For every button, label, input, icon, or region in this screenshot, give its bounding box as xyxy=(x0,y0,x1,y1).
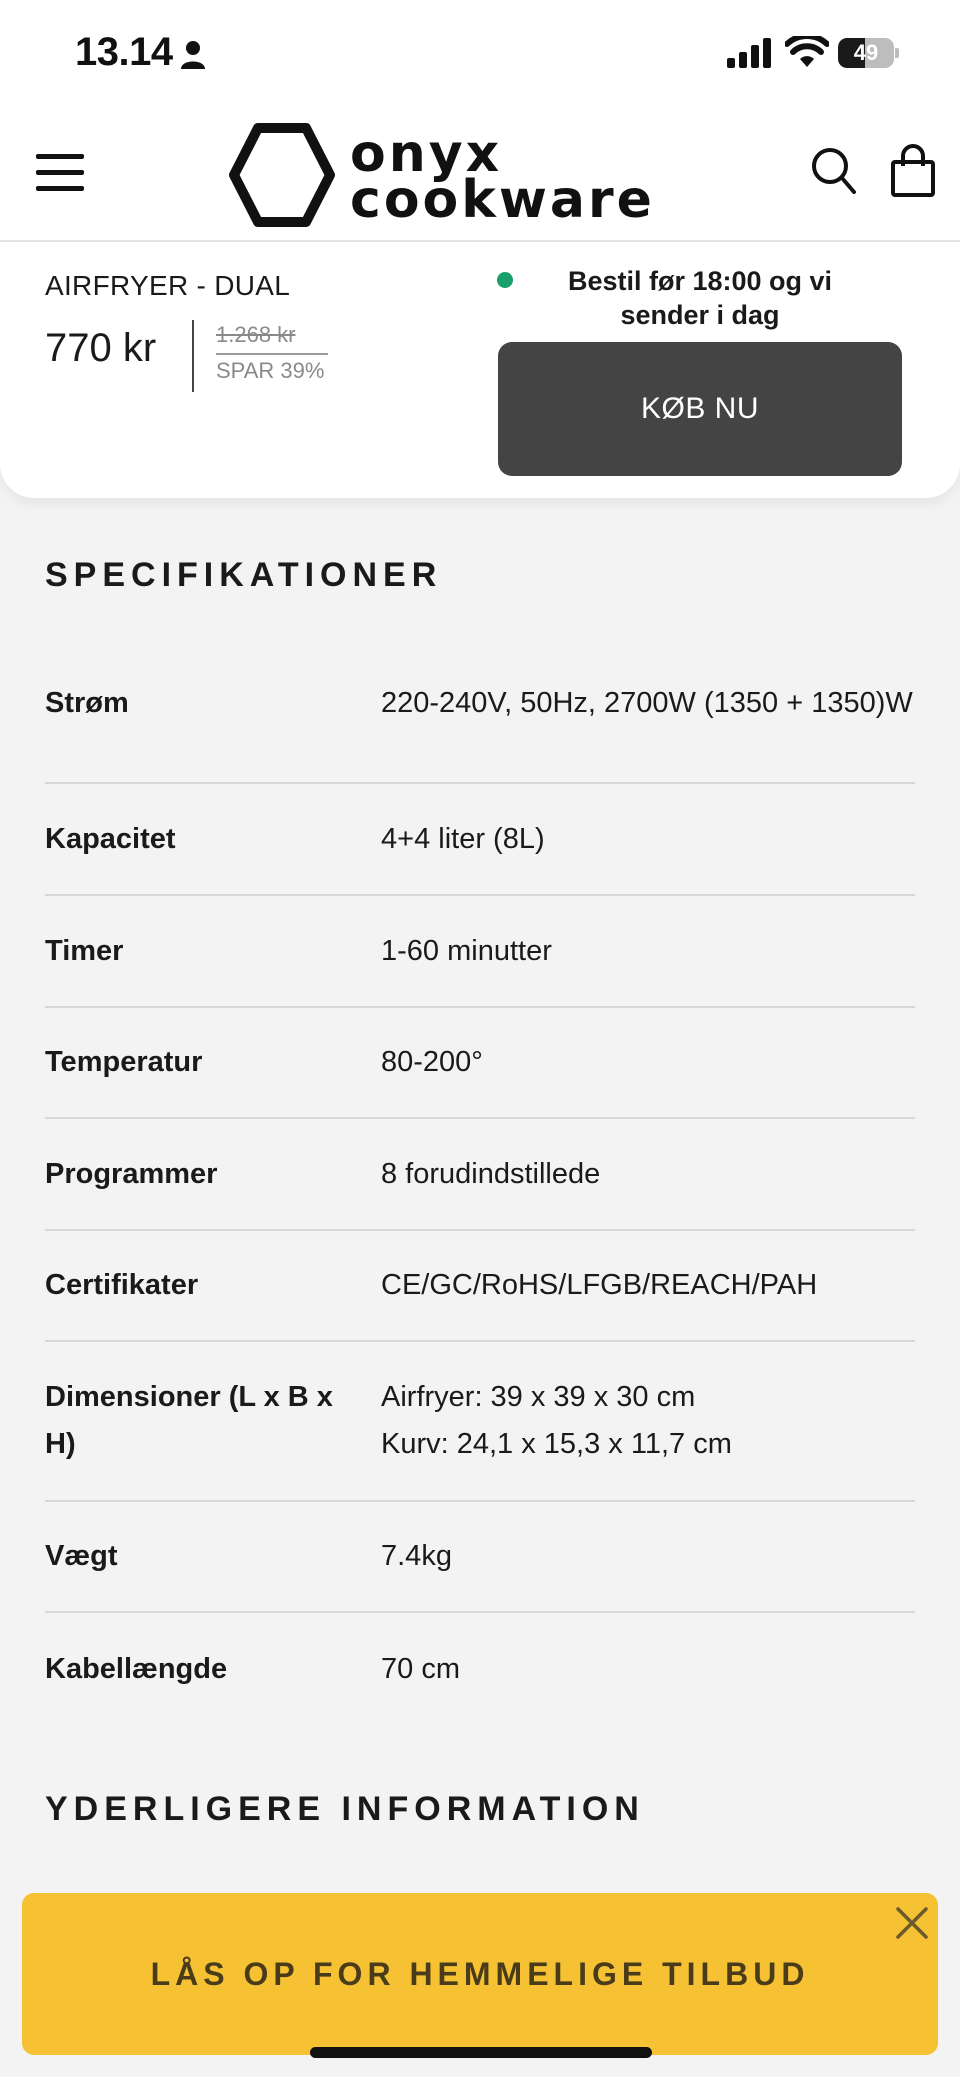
menu-button[interactable] xyxy=(36,150,86,194)
spec-value: 4+4 liter (8L) xyxy=(381,822,545,855)
spec-row xyxy=(45,896,915,1008)
hexagon-logo-icon xyxy=(228,122,336,228)
spec-value: 1-60 minutter xyxy=(381,934,552,967)
discount-label: SPAR 39% xyxy=(216,358,325,383)
battery-icon xyxy=(838,38,898,68)
specifications-table xyxy=(45,624,915,1725)
close-icon[interactable] xyxy=(894,1905,930,1941)
spec-row xyxy=(45,784,915,896)
shopping-bag-icon[interactable] xyxy=(890,144,936,198)
spec-value: 8 forudindstillede xyxy=(381,1157,601,1190)
spec-label: Dimensioner (L x B x H) xyxy=(45,1381,333,1460)
spec-value xyxy=(381,1374,915,1468)
spec-label: Strøm xyxy=(45,686,129,719)
spec-label: Kapacitet xyxy=(45,822,176,855)
home-indicator[interactable] xyxy=(310,2047,652,2058)
spec-value: 80-200° xyxy=(381,1046,483,1078)
promo-banner[interactable] xyxy=(22,1893,938,2055)
old-price: 1.268 kr xyxy=(216,322,296,347)
price-divider xyxy=(192,320,194,392)
logo-word-cookware: cookware xyxy=(350,170,655,230)
spec-value-line: Airfryer: 39 x 39 x 30 cm xyxy=(381,1381,696,1413)
buy-now-button[interactable]: KØB NU xyxy=(498,342,902,476)
menu-icon xyxy=(36,154,84,159)
spec-label: Temperatur xyxy=(45,1046,203,1078)
site-header xyxy=(0,108,960,240)
spec-value: CE/GC/RoHS/LFGB/REACH/PAH xyxy=(381,1269,818,1301)
sticky-product-bar xyxy=(0,240,960,498)
spec-row xyxy=(45,624,915,784)
spec-row xyxy=(45,1342,915,1502)
spec-value: 7.4kg xyxy=(381,1540,452,1572)
spec-row xyxy=(45,1231,915,1342)
product-name: AIRFRYER - DUAL xyxy=(45,270,291,301)
spec-label: Programmer xyxy=(45,1157,218,1190)
spec-row xyxy=(45,1613,915,1725)
spec-label: Vægt xyxy=(45,1540,118,1572)
spec-label: Certifikater xyxy=(45,1269,199,1301)
spec-value: 70 cm xyxy=(381,1652,460,1685)
spec-row xyxy=(45,1119,915,1231)
in-stock-dot-icon xyxy=(497,272,513,288)
spec-value: 220-240V, 50Hz, 2700W (1350 + 1350)W xyxy=(381,686,913,719)
logo[interactable] xyxy=(228,122,708,228)
spec-row xyxy=(45,1008,915,1119)
spec-label: Kabellængde xyxy=(45,1652,228,1685)
battery-percentage: 49 xyxy=(853,40,879,65)
spec-value-line: Kurv: 24,1 x 15,3 x 11,7 cm xyxy=(381,1428,732,1460)
specifications-heading: SPECIFIKATIONER xyxy=(45,556,443,594)
status-bar xyxy=(0,0,960,108)
promo-text: LÅS OP FOR HEMMELIGE TILBUD xyxy=(150,1956,810,1992)
wifi-icon xyxy=(785,36,829,68)
price-rule xyxy=(216,353,328,355)
status-time: 13.14 xyxy=(75,30,173,74)
spec-label: Timer xyxy=(45,934,124,967)
more-info-heading[interactable]: YDERLIGERE INFORMATION xyxy=(45,1790,645,1828)
person-icon xyxy=(180,40,206,70)
search-icon[interactable] xyxy=(810,146,858,196)
product-price: 770 kr xyxy=(45,326,157,370)
logo-word-onyx: onyx xyxy=(350,124,503,184)
shipping-note: Bestil før 18:00 og vi sender i dag xyxy=(567,266,833,330)
signal-icon xyxy=(727,38,772,68)
spec-row xyxy=(45,1502,915,1613)
